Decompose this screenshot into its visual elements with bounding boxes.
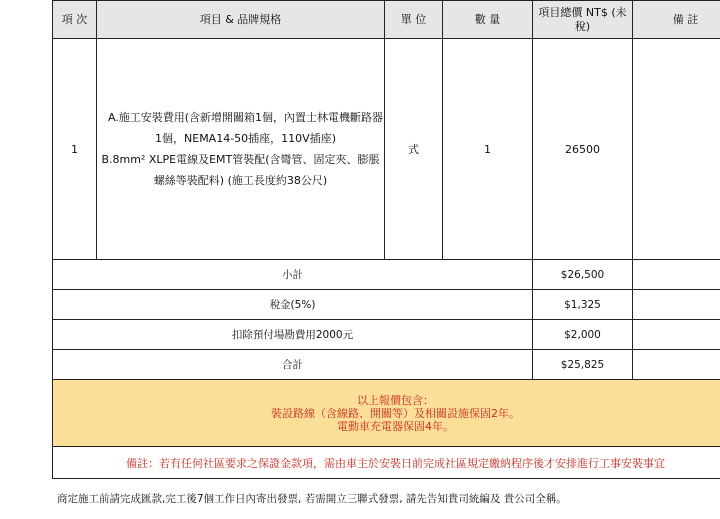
header-row [53,1,720,39]
item-description [97,39,385,260]
quotation-table [52,0,720,479]
summary-row [53,350,720,380]
remark-row [53,447,720,479]
summary-row [53,290,720,320]
note-row [53,380,720,447]
remark-text: 備註：若有任何社區要求之保證金款項，需由車主於安裝日前完成社區規定繳納程序後才安排進行工事安裝事宜 [53,447,720,479]
tax-remark [633,290,720,320]
subtotal-value: $26,500 [533,260,633,290]
header-qty: 數 量 [443,1,533,39]
summary-row [53,260,720,290]
inclusion-note [53,380,720,447]
tax-value: $1,325 [533,290,633,320]
note-line: 電動車充電器保固4年。 [337,419,454,433]
item-description-b: B.8mm² XLPE電線及EMT管裝配(含彎管、固定夾、膨脹螺絲等裝配料) (施工長度約38公尺) [101,153,380,187]
tax-label: 稅金(5%) [53,290,533,320]
deduction-remark [633,320,720,350]
header-remark: 備 註 [633,1,720,39]
payment-terms: 商定施工前請完成匯款,完工後7個工作日內寄出發票, 若需開立三聯式發票, 請先告知貴司統編及 貴公司全稱。 [57,493,567,505]
deduction-value: $2,000 [533,320,633,350]
item-unit: 式 [385,39,443,260]
grand-total-remark [633,350,720,380]
item-total: 26500 [533,39,633,260]
grand-total-label: 合計 [53,350,533,380]
item-description-a: A.施工安裝費用(含新增開關箱1個，內置士林電機斷路器1個，NEMA14-50插座，110V插座) [107,111,384,145]
header-no: 項 次 [53,1,97,39]
summary-row [53,320,720,350]
grand-total-value: $25,825 [533,350,633,380]
subtotal-label: 小計 [53,260,533,290]
deduction-label: 扣除預付場勘費用2000元 [53,320,533,350]
header-total: 項目總價 NT$ (未稅) [533,1,633,39]
subtotal-remark [633,260,720,290]
item-remark [633,39,720,260]
header-unit: 單 位 [385,1,443,39]
header-item: 項目 & 品牌規格 [97,1,385,39]
note-line: 裝設路線（含線路、開關等）及相關設施保固2年。 [271,406,520,420]
item-qty: 1 [443,39,533,260]
note-line: 以上報價包含： [357,393,434,407]
item-no: 1 [53,39,97,260]
item-row [53,39,720,260]
